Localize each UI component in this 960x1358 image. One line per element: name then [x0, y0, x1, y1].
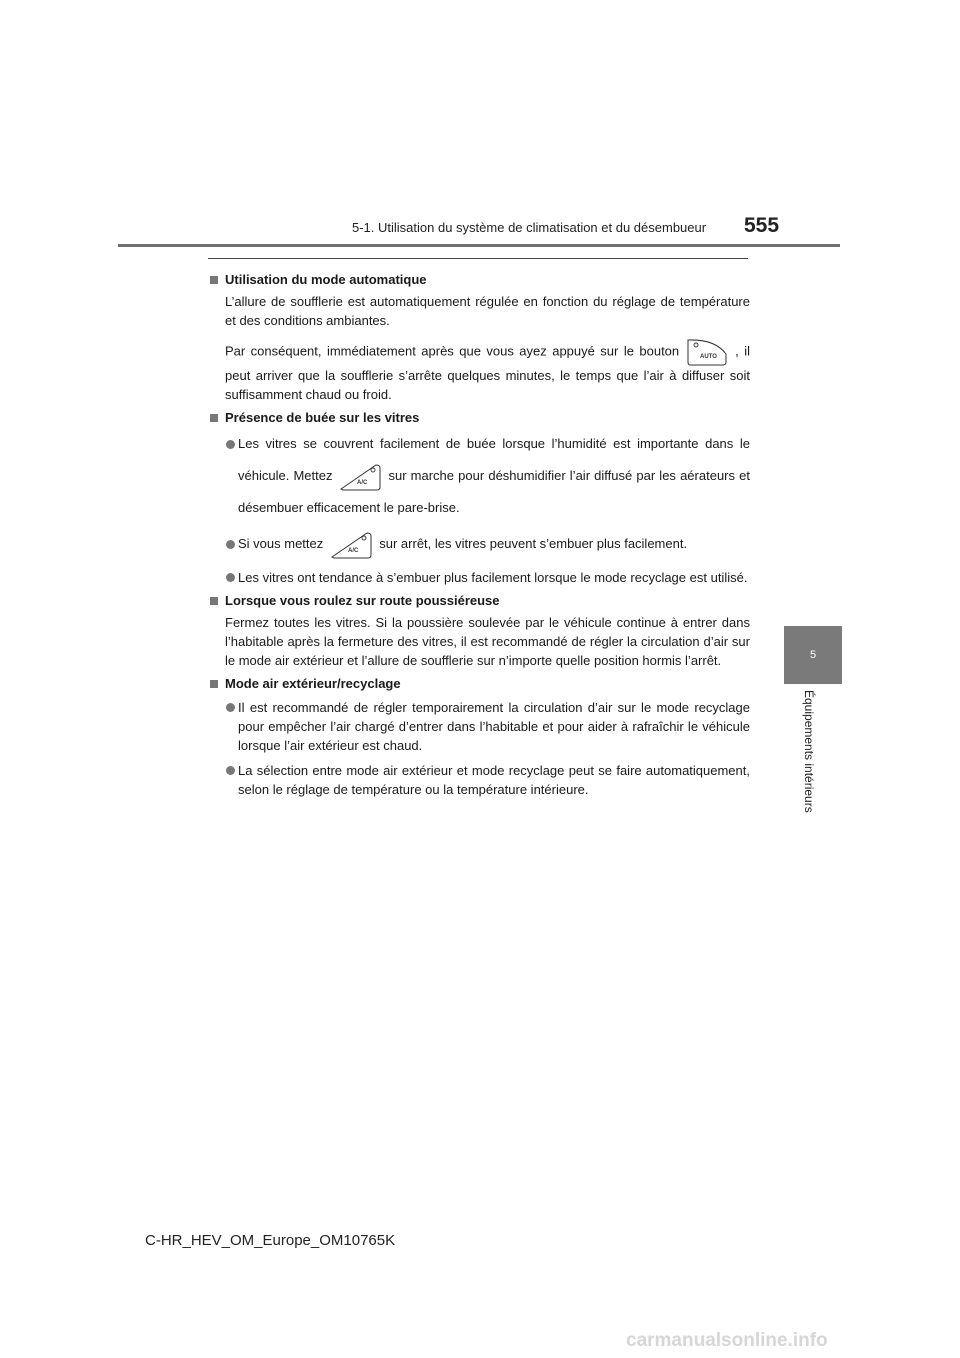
fog-bullet-1: [225, 428, 750, 524]
bullet-dot: [226, 540, 235, 549]
fog-bullet-2-after: sur arrêt, les vitres peuvent s’embuer plus facilement.: [379, 536, 688, 551]
auto-mode-text-before: Par conséquent, immédiatement après que vous ayez appuyé sur le bouton: [225, 343, 680, 359]
bullet-dot: [226, 703, 235, 712]
fog-bullet-3-text: Les vitres ont tendance à s’embuer plus facilement lorsque le mode recyclage est utilisé.: [238, 570, 748, 585]
ac-button-icon: [329, 531, 373, 559]
header-section-title: 5-1. Utilisation du système de climatisation et du désembueur: [352, 220, 707, 235]
section-heading-recirculation: Mode air extérieur/recyclage: [208, 676, 750, 692]
bullet-dot: [226, 573, 235, 582]
recirc-bullet-1-text: Il est recommandé de régler temporairement la circulation d’air sur le mode recyclage pour empêcher l’air chargé d’entrer dans l’habitable et pour aider à rafraîchir le véhicule lorsque l’air extérieur est chaud.: [238, 700, 750, 753]
chapter-tab: [784, 626, 842, 684]
bullet-dot: [226, 440, 235, 449]
svg-text:A/C: A/C: [348, 547, 359, 554]
auto-button-label: AUTO: [700, 354, 718, 360]
fog-bullet-2-before: Si vous mettez: [238, 536, 324, 551]
header-rule: [118, 244, 840, 247]
fog-bullet-3: [225, 568, 750, 587]
auto-mode-text-after: , il peut arriver que la soufflerie s’arrête quelques minutes, le temps que l’air à diffuser soit suffisamment chaud ou froid.: [225, 343, 750, 402]
document-id: C-HR_HEV_OM_Europe_OM10765K: [145, 1232, 396, 1249]
recirc-bullet-2: [225, 761, 750, 799]
ac-button-icon: [338, 463, 382, 491]
page-number: 555: [744, 214, 780, 237]
section-heading-auto-mode: Utilisation du mode automatique: [208, 272, 750, 288]
auto-button-icon: [685, 338, 729, 366]
auto-mode-paragraph-2: [225, 338, 750, 404]
chapter-label: Équipements intérieurs: [802, 690, 816, 813]
page-content: [208, 268, 750, 799]
content-top-rule: [208, 258, 748, 259]
fog-bullet-2: [225, 526, 750, 562]
fog-bullet-1-before: Les vitres se couvrent facilement de buée lorsque l’humidité est importante dans le véhicule. Mettez: [238, 436, 750, 483]
recirc-bullet-1: [225, 698, 750, 755]
chapter-number: 5: [809, 649, 817, 661]
auto-mode-paragraph: L’allure de soufflerie est automatiquement régulée en fonction du réglage de température et des conditions ambiantes.: [225, 294, 750, 328]
fog-bullet-1-after: sur marche pour déshumidifier l’air diffusé par les aérateurs et désembuer efficacement le pare-brise.: [238, 468, 750, 515]
recirc-bullet-2-text: La sélection entre mode air extérieur et mode recyclage peut se faire automatiquement, selon le réglage de température ou la température intérieure.: [238, 763, 750, 797]
svg-text:A/C: A/C: [357, 479, 368, 486]
section-heading-fog: Présence de buée sur les vitres: [208, 410, 750, 426]
watermark-url: carmanualsonline.info: [626, 1330, 828, 1351]
section-heading-dusty-road: Lorsque vous roulez sur route poussiéreuse: [208, 593, 750, 609]
dusty-road-paragraph: Fermez toutes les vitres. Si la poussière soulevée par le véhicule continue à entrer dans l’habitable après la fermeture des vitres, il est recommandé de régler la circulation d’air sur le mode air extérieur et l’allure de soufflerie sur n’importe quelle position hormis l’arrêt.: [225, 615, 750, 668]
bullet-dot: [226, 766, 235, 775]
